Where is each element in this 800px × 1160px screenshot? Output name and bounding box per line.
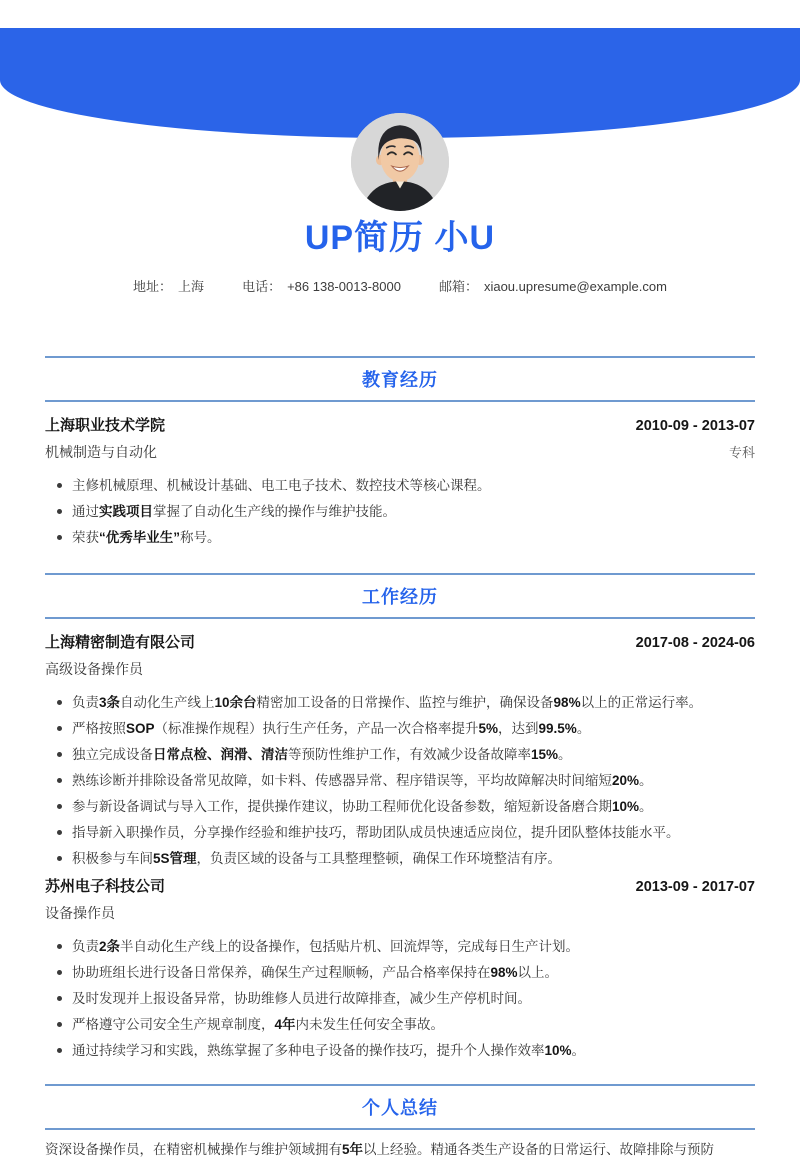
education-entries (45, 414, 755, 547)
text-run: 半自动化生产线上的设备操作，包括贴片机、回流焊等，完成每日生产计划。 (120, 939, 580, 954)
bullet-item (45, 693, 755, 712)
bullet-item (45, 771, 755, 790)
avatar-illustration (351, 113, 449, 211)
contact-address-label: 地址： (133, 279, 173, 294)
contact-email-label: 邮箱： (438, 279, 478, 294)
bold-text-run: 5% (478, 721, 499, 736)
bold-text-run: SOP (126, 721, 155, 736)
text-run: 。 (571, 1043, 586, 1058)
entry-role: 高级设备操作员 (45, 661, 143, 677)
text-run: 严格遵守公司安全生产规章制度， (72, 1017, 275, 1032)
bullet-item (45, 937, 755, 956)
bullet-item (45, 989, 755, 1008)
work-entries (45, 631, 755, 1060)
entry-sub-row (45, 442, 755, 462)
contact-email-value: xiaou.upresume@example.com (483, 279, 667, 294)
text-run: 严格按照 (72, 721, 126, 736)
section-header-work (45, 573, 755, 619)
bullet-list (45, 476, 755, 547)
entry-head-row (45, 875, 755, 896)
entry-date: 2010-09 - 2013-07 (635, 418, 755, 434)
text-run: 资深设备操作员，在精密机械操作与维护领域拥有 (45, 1142, 342, 1157)
text-run: 主修机械原理、机械设计基础、电工电子技术、数控技术等核心课程。 (72, 478, 491, 493)
text-run: 负责 (72, 939, 99, 954)
entry-sub-row (45, 903, 755, 923)
bold-text-run: 98% (553, 695, 581, 710)
text-run: 自动化生产线上 (120, 695, 215, 710)
contact-row (0, 276, 800, 295)
text-run: 熟练诊断并排除设备常见故障，如卡料、传感器异常、程序错误等，平均故障解决时间缩短 (72, 773, 612, 788)
entry-note: 专科 (728, 445, 755, 460)
entry-sub-row (45, 659, 755, 679)
bullet-item (45, 476, 755, 495)
section-title-summary: 个人总结 (362, 1098, 438, 1118)
contact-phone-value: +86 138-0013-8000 (287, 279, 401, 294)
text-run: ，负责区域的设备与工具整理整顿，确保工作环境整洁有序。 (196, 851, 562, 866)
entry-date: 2013-09 - 2017-07 (635, 879, 755, 895)
contact-address-value: 上海 (178, 279, 205, 294)
org-name: 苏州电子科技公司 (45, 878, 166, 895)
text-run: 负责 (72, 695, 99, 710)
bold-text-run: 10% (544, 1043, 572, 1058)
bold-text-run: 20% (612, 773, 640, 788)
text-run: 积极参与车间 (72, 851, 153, 866)
text-run: 。 (576, 721, 591, 736)
bold-text-run: 98% (490, 965, 518, 980)
entry-role: 机械制造与自动化 (45, 444, 157, 460)
text-run: 等预防性维护工作，有效减少设备故障率 (288, 747, 531, 762)
resume-body (0, 356, 800, 1160)
section-title-education: 教育经历 (362, 370, 438, 390)
bullet-item (45, 823, 755, 842)
person-name: UP简历 小U (304, 219, 496, 257)
bullet-item (45, 849, 755, 868)
text-run: 荣获 (72, 530, 99, 545)
contact-phone-label: 电话： (242, 279, 282, 294)
bold-text-run: 10余台 (214, 695, 257, 710)
bullet-item (45, 719, 755, 738)
text-run: 以上经验。精通各类生产设备的日常运行、故障排除与预防 (363, 1142, 715, 1157)
bold-text-run: 5年 (342, 1142, 364, 1157)
text-run: 称号。 (180, 530, 221, 545)
bold-text-run: 15% (531, 747, 559, 762)
bold-text-run: 99.5% (538, 721, 577, 736)
text-run: 精密加工设备的日常操作、监控与维护，确保设备 (256, 695, 554, 710)
text-run: 协助班组长进行设备日常保养，确保生产过程顺畅，产品合格率保持在 (72, 965, 491, 980)
text-run: （标准操作规程）执行生产任务，产品一次合格率提升 (154, 721, 479, 736)
text-run: 内未发生任何安全事故。 (295, 1017, 445, 1032)
section-title-work: 工作经历 (362, 587, 438, 607)
bold-text-run: 4年 (274, 1017, 296, 1032)
bullet-item (45, 745, 755, 764)
entry-head-row (45, 414, 755, 435)
bullet-list (45, 693, 755, 868)
section-header-summary (45, 1084, 755, 1130)
bullet-item (45, 963, 755, 982)
bold-text-run: 日常点检、润滑、清洁 (153, 747, 288, 762)
bold-text-run: “优秀毕业生” (99, 530, 180, 545)
bold-text-run: 10% (612, 799, 640, 814)
text-run: 。 (558, 747, 572, 762)
bullet-item (45, 528, 755, 547)
entry-role: 设备操作员 (45, 905, 115, 921)
text-run: 通过 (72, 504, 99, 519)
contact-address (133, 276, 204, 295)
section-header-education (45, 356, 755, 402)
bullet-item (45, 1015, 755, 1034)
bold-text-run: 实践项目 (99, 504, 153, 519)
text-run: 以上。 (517, 965, 559, 980)
text-run: 独立完成设备 (72, 747, 153, 762)
resume-entry (45, 414, 755, 547)
bullet-list (45, 937, 755, 1060)
text-run: 。 (639, 799, 653, 814)
summary-text (45, 1140, 755, 1160)
text-run: 参与新设备调试与导入工作，提供操作建议，协助工程师优化设备参数，缩短新设备磨合期 (72, 799, 612, 814)
contact-email (439, 276, 667, 295)
avatar (351, 113, 449, 211)
text-run: 以上的正常运行率。 (580, 695, 703, 710)
bullet-item (45, 797, 755, 816)
text-run: 。 (639, 773, 653, 788)
bold-text-run: 3条 (99, 695, 121, 710)
text-run: 及时发现并上报设备异常，协助维修人员进行故障排查，减少生产停机时间。 (72, 991, 531, 1006)
text-run: ，达到 (498, 721, 539, 736)
text-run: 掌握了自动化生产线的操作与维护技能。 (153, 504, 396, 519)
org-name: 上海精密制造有限公司 (45, 634, 196, 651)
bold-text-run: 5S管理 (153, 851, 197, 866)
text-run: 通过持续学习和实践，熟练掌握了多种电子设备的操作技巧，提升个人操作效率 (72, 1043, 545, 1058)
resume-entry (45, 631, 755, 868)
text-run: 指导新入职操作员，分享操作经验和维护技巧，帮助团队成员快速适应岗位，提升团队整体技能水平。 (72, 825, 680, 840)
org-name: 上海职业技术学院 (45, 417, 166, 434)
bold-text-run: 2条 (99, 939, 121, 954)
contact-phone (242, 276, 401, 295)
resume-entry (45, 875, 755, 1060)
entry-date: 2017-08 - 2024-06 (635, 635, 755, 651)
bullet-item (45, 502, 755, 521)
entry-head-row (45, 631, 755, 652)
bullet-item (45, 1041, 755, 1060)
